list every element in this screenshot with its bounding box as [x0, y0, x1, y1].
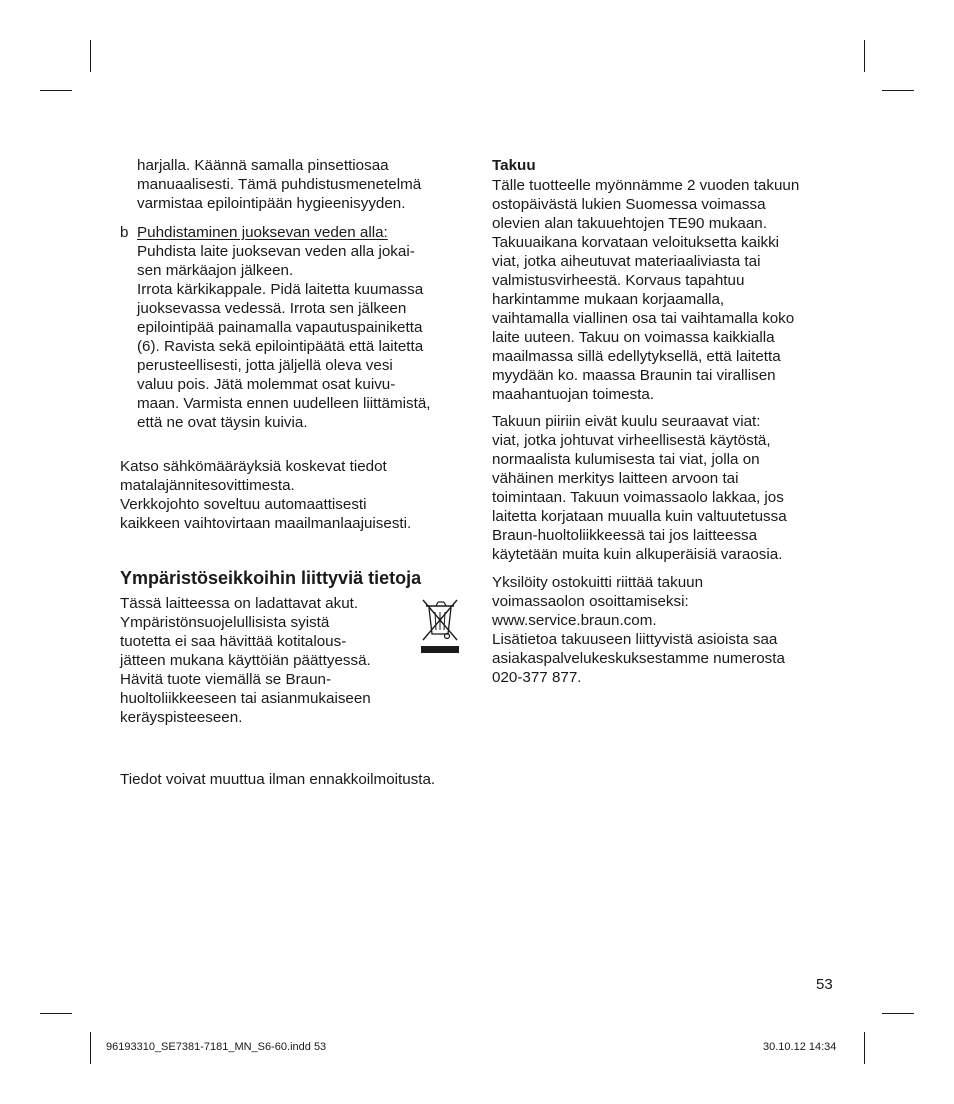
environment-line: huoltoliikkeeseen tai asianmukaiseen: [120, 690, 371, 707]
warranty-contact-line: Lisätietoa takuuseen liittyvistä asioista saa: [492, 631, 778, 648]
footer-date: 30.10.12 14:34: [763, 1041, 837, 1053]
crop-mark-top-right-horizontal: [882, 90, 914, 91]
warranty-line: Takuuaikana korvataan veloituksetta kaikki: [492, 234, 780, 251]
warranty-exclusions-line: viat, jotka johtuvat virheellisestä käytöstä,: [492, 432, 771, 449]
warranty-exclusions-line: vähäinen merkitys laitteen arvoon tai: [492, 470, 739, 487]
list-marker-b: b: [120, 224, 129, 241]
warranty-exclusions-line: laitetta korjataan muualla kuin valtuutetussa: [492, 508, 787, 525]
warranty-line: harkintamme mukaan korjaamalla,: [492, 291, 725, 308]
item-b-title: Puhdistaminen juoksevan veden alla:: [137, 224, 388, 241]
warranty-line: laite uuteen. Takuu on voimassa kaikkialla: [492, 329, 775, 346]
item-b-line: sen märkäajon jälkeen.: [137, 262, 294, 279]
warranty-contact-line: asiakaspalvelukeskuksestamme numerosta: [492, 650, 785, 667]
warranty-exclusions-line: Braun-huoltoliikkeessä tai jos laitteessa: [492, 527, 758, 544]
environment-line: keräyspisteeseen.: [120, 709, 243, 726]
electrical-line: kaikkeen vaihtovirtaan maailmanlaajuisesti.: [120, 515, 412, 532]
crossed-out-wheelie-bin-icon: [420, 596, 460, 656]
warranty-contact-line: Yksilöity ostokuitti riittää takuun: [492, 574, 704, 591]
item-b-line: epilointipää painamalla vapautuspainiketta: [137, 319, 423, 336]
crop-mark-top-left-horizontal: [40, 90, 72, 91]
change-notice: Tiedot voivat muuttua ilman ennakkoilmoitusta.: [120, 771, 436, 788]
warranty-line: valmistusvirheestä. Korvaus tapahtuu: [492, 272, 745, 289]
crop-mark-bottom-left-vertical: [90, 1032, 91, 1064]
item-b-line: (6). Ravista sekä epilointipäätä että laitetta: [137, 338, 424, 355]
warranty-line: olevien alan takuuehtojen TE90 mukaan.: [492, 215, 767, 232]
warranty-heading: Takuu: [492, 157, 536, 174]
warranty-line: maahantuojan toimesta.: [492, 386, 655, 403]
warranty-line: Tälle tuotteelle myönnämme 2 vuoden takuun: [492, 177, 800, 194]
environment-line: jätteen mukana käyttöiän päättyessä.: [120, 652, 371, 669]
warranty-exclusions-line: normaalista kulumisesta tai viat, jolla on: [492, 451, 760, 468]
item-b-line: juoksevassa vedessä. Irrota sen jälkeen: [137, 300, 407, 317]
warranty-line: vaihtamalla viallinen osa tai vaihtamalla koko: [492, 310, 795, 327]
footer-file-info: 96193310_SE7381-7181_MN_S6-60.indd 53: [106, 1041, 327, 1053]
warranty-exclusions-line: Takuun piiriin eivät kuulu seuraavat viat:: [492, 413, 761, 430]
environment-line: tuotetta ei saa hävittää kotitalous-: [120, 633, 347, 650]
service-url-link[interactable]: www.service.braun.com.: [492, 612, 657, 629]
warranty-line: myydään ko. maassa Braunin tai virallisen: [492, 367, 776, 384]
electrical-line: Katso sähkömääräyksiä koskevat tiedot: [120, 458, 387, 475]
warranty-exclusions-line: käytetään muita kuin alkuperäisiä varaosia.: [492, 546, 783, 563]
electrical-line: matalajännitesovittimesta.: [120, 477, 295, 494]
item-b-line: valuu pois. Jätä molemmat osat kuivu-: [137, 376, 396, 393]
cleaning-line: manuaalisesti. Tämä puhdistusmenetelmä: [137, 176, 422, 193]
item-b-line: perusteellisesti, jotta jäljellä oleva vesi: [137, 357, 393, 374]
electrical-line: Verkkojohto soveltuu automaattisesti: [120, 496, 367, 513]
item-b-line: maan. Varmista ennen uudelleen liittämistä,: [137, 395, 431, 412]
environment-line: Tässä laitteessa on ladattavat akut.: [120, 595, 359, 612]
environment-heading: Ympäristöseikkoihin liittyviä tietoja: [120, 568, 422, 588]
warranty-exclusions-line: toimintaan. Takuun voimassaolo lakkaa, jos: [492, 489, 784, 506]
crop-mark-bottom-right-horizontal: [882, 1013, 914, 1014]
item-b-line: että ne ovat täysin kuivia.: [137, 414, 308, 431]
warranty-line: maailmassa sillä edellytyksellä, että laitetta: [492, 348, 781, 365]
page-number: 53: [816, 976, 833, 993]
phone-number: 020-377 877.: [492, 669, 582, 686]
warranty-line: viat, jotka aiheutuvat materiaaliviasta tai: [492, 253, 761, 270]
environment-line: Ympäristönsuojelullisista syistä: [120, 614, 330, 631]
item-b-line: Puhdista laite juoksevan veden alla jokai-: [137, 243, 415, 260]
crop-mark-top-right-vertical: [864, 40, 865, 72]
warranty-line: ostopäivästä lukien Suomessa voimassa: [492, 196, 766, 213]
crop-mark-bottom-left-horizontal: [40, 1013, 72, 1014]
crop-mark-bottom-right-vertical: [864, 1032, 865, 1064]
cleaning-line: harjalla. Käännä samalla pinsettiosaa: [137, 157, 389, 174]
item-b-line: Irrota kärkikappale. Pidä laitetta kuumassa: [137, 281, 424, 298]
environment-line: Hävitä tuote viemällä se Braun-: [120, 671, 332, 688]
cleaning-line: varmistaa epilointipään hygieenisyyden.: [137, 195, 406, 212]
crop-mark-top-left-vertical: [90, 40, 91, 72]
warranty-contact-line: voimassaolon osoittamiseksi:: [492, 593, 689, 610]
